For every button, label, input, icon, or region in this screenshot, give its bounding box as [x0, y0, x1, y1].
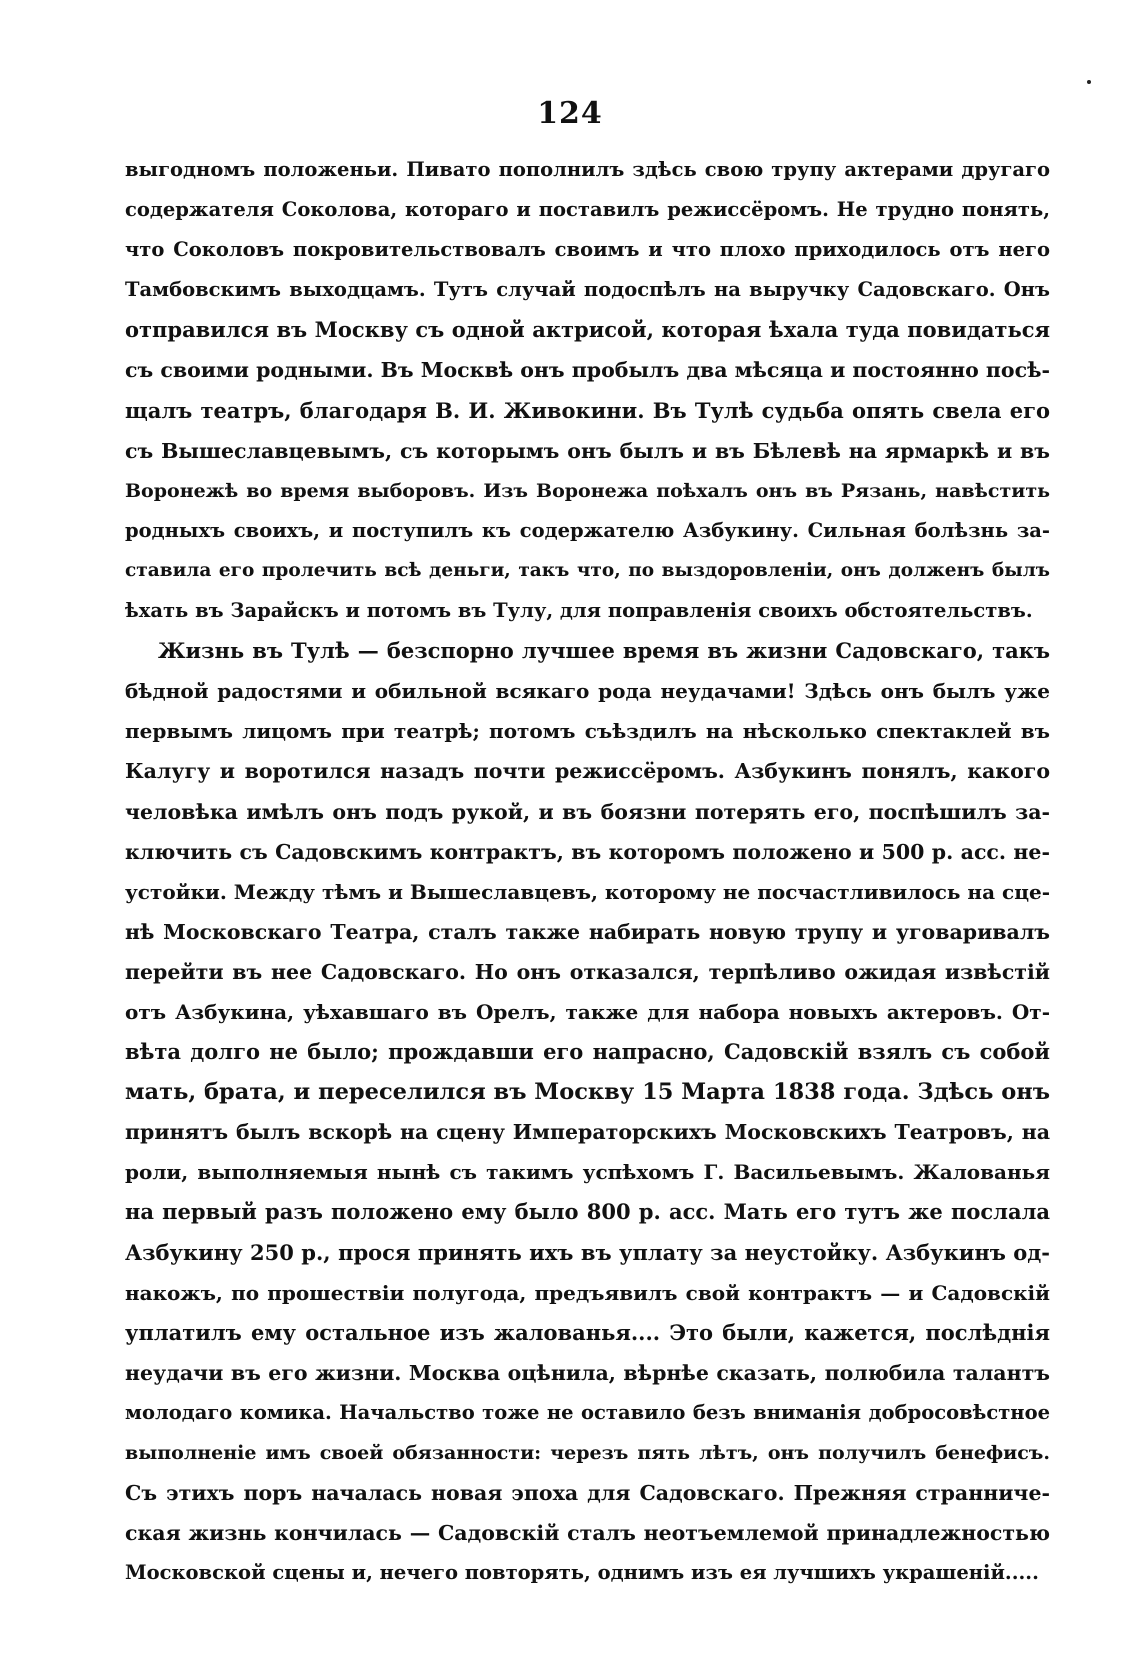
body-text [125, 150, 1050, 1593]
paragraph-start-line: Жизнь въ Тулѣ — безспорно лучшее время въ жизни Садовскаго, такъ [158, 638, 1050, 664]
text-line: нѣ Московскаго Театра, сталъ также набирать новую трупу и уговаривалъ [125, 919, 1050, 944]
text-line: съ своими родными. Въ Москвѣ онъ пробылъ два мѣсяца и постоянно посѣ- [125, 358, 1051, 383]
text-line: бѣдной радостями и обильной всякаго рода неудачами! Здѣсь онъ былъ уже [125, 679, 1050, 704]
paragraph-end-line: ѣхать въ Зарайскъ и потомъ въ Тулу, для поправленія своихъ обстоятельствъ. [125, 599, 1033, 623]
text-line: ключить съ Садовскимъ контрактъ, въ которомъ положено и 500 р. асс. не- [125, 839, 1050, 864]
text-line: выгодномъ положеньи. Пивато пополнилъ здѣсь свою трупу актерами другаго [125, 158, 1050, 181]
text-line: содержателя Соколова, котораго и поставилъ режиссёромъ. Не трудно понять, [125, 198, 1050, 222]
text-line: первымъ лицомъ при театрѣ; потомъ съѣздилъ на нѣсколько спектаклей въ [125, 719, 1050, 744]
text-line: человѣка имѣлъ онъ подъ рукой, и въ боязни потерять его, поспѣшилъ за- [125, 799, 1050, 824]
text-line: съ Вышеславцевымъ, съ которымъ онъ былъ и въ Бѣлевѣ на ярмаркѣ и въ [125, 438, 1050, 463]
text-line: родныхъ своихъ, и поступилъ къ содержателю Азбукину. Сильная болѣзнь за- [125, 518, 1050, 542]
text-line: устойки. Между тѣмъ и Вышеславцевъ, которому не посчастливилось на сце- [125, 879, 1050, 904]
text-line: отъ Азбукина, уѣхавшаго въ Орелъ, также для набора новыхъ актеровъ. От- [125, 999, 1050, 1024]
paragraph-end-line: Московской сцены и, нечего повторять, однимъ изъ ея лучшихъ украшеній..... [125, 1561, 1039, 1585]
text-line: ставила его пролечить всѣ деньги, такъ что, по выздоровленіи, онъ долженъ былъ [125, 559, 1050, 581]
text-line: Съ этихъ поръ началась новая эпоха для Садовскаго. Прежняя странниче- [125, 1481, 1050, 1506]
text-line: молодаго комика. Начальство тоже не оставило безъ вниманія добросовѣстное [125, 1400, 1050, 1424]
text-line: вѣта долго не было; прождавши его напрасно, Садовскій взялъ съ собой [125, 1039, 1050, 1065]
text-line: отправился въ Москву съ одной актрисой, которая ѣхала туда повидаться [125, 317, 1050, 343]
text-line: уплатилъ ему остальное изъ жалованья.... Это были, кажется, послѣднія [125, 1319, 1050, 1345]
text-line: накожъ, по прошествіи полугода, предъявилъ свой контрактъ — и Садовскій [125, 1280, 1050, 1305]
page-number: 124 [537, 96, 603, 131]
text-line: что Соколовъ покровительствовалъ своимъ и что плохо приходилось отъ него [125, 238, 1050, 262]
text-line: Тамбовскимъ выходцамъ. Тутъ случай подоспѣлъ на выручку Садовскаго. Онъ [125, 278, 1050, 302]
text-line: мать, брата, и переселился въ Москву 15 Марта 1838 года. Здѣсь онъ [125, 1079, 1050, 1106]
text-line: Калугу и воротился назадъ почти режиссёромъ. Азбукинъ понялъ, какого [125, 759, 1050, 784]
speck-mark [1087, 80, 1091, 84]
text-line: Воронежѣ во время выборовъ. Изъ Воронежа поѣхалъ онъ въ Рязань, навѣстить [125, 479, 1050, 502]
text-line: выполненіе имъ своей обязанности: черезъ пять лѣтъ, онъ получилъ бенефисъ. [125, 1442, 1050, 1464]
text-line: неудачи въ его жизни. Москва оцѣнила, вѣрнѣе сказать, полюбила талантъ [125, 1360, 1050, 1385]
text-line: роли, выполняемыя нынѣ съ такимъ успѣхомъ Г. Васильевымъ. Жалованья [125, 1160, 1050, 1185]
text-line: ская жизнь кончилась — Садовскій сталъ неотъемлемой принадлежностью [125, 1521, 1050, 1546]
text-line: принятъ былъ вскорѣ на сцену Императорскихъ Московскихъ Театровъ, на [125, 1120, 1050, 1145]
text-line: Азбукину 250 р., прося принять ихъ въ уплату за неустойку. Азбукинъ од- [125, 1239, 1050, 1265]
text-line: щалъ театръ, благодаря В. И. Живокини. Въ Тулѣ судьба опять свела его [125, 397, 1050, 423]
text-line: на первый разъ положено ему было 800 р. асс. Мать его тутъ же послала [125, 1199, 1050, 1225]
text-line: перейти въ нее Садовскаго. Но онъ отказался, терпѣливо ожидая извѣстій [125, 959, 1050, 984]
